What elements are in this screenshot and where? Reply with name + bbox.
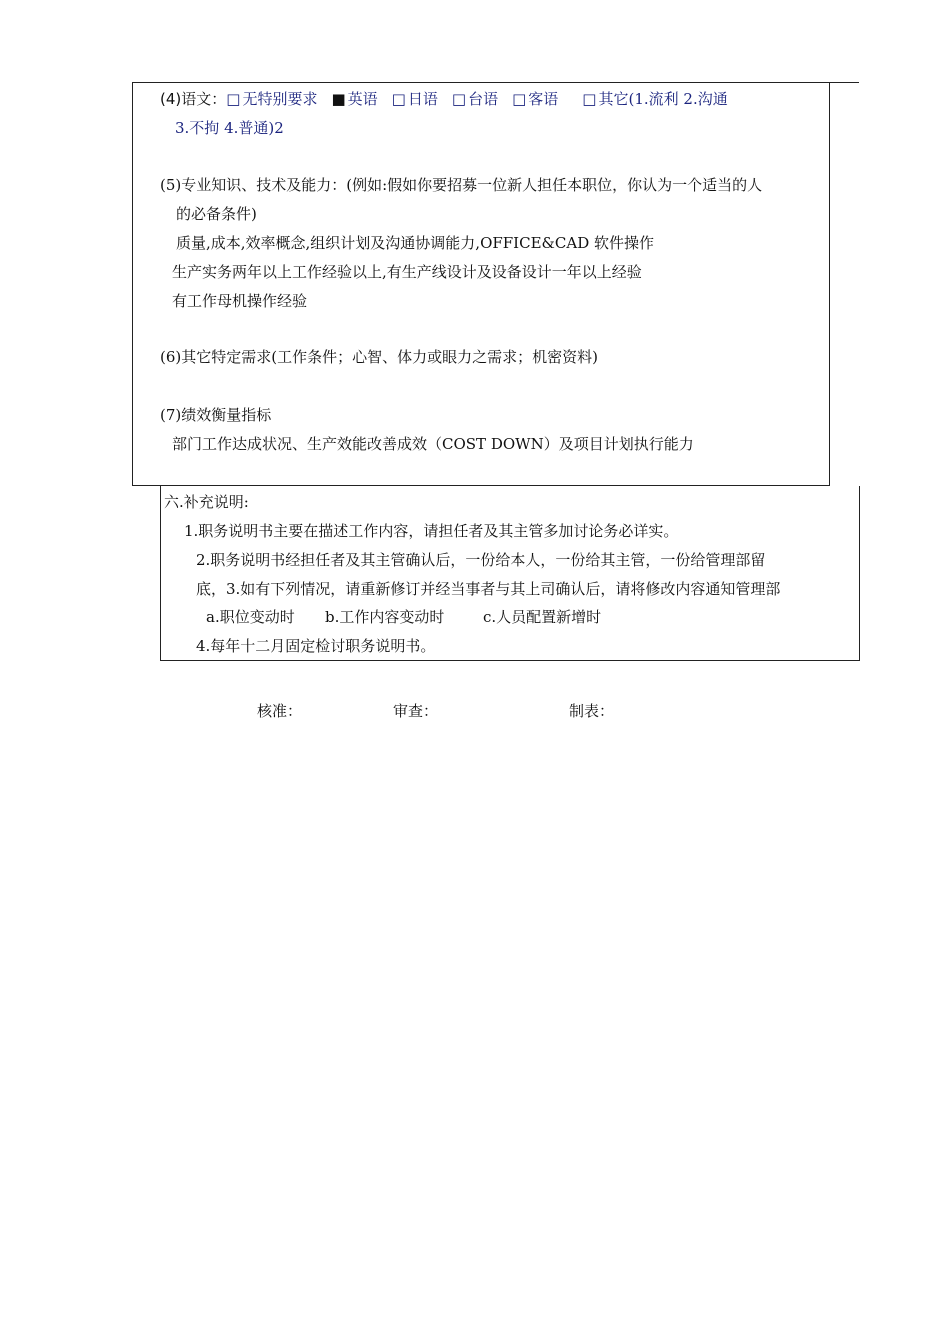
language-row-continuation: 3.不拘 4.普通)2 <box>175 119 284 137</box>
option-english[interactable]: ■ 英语 <box>331 90 378 108</box>
supplement-item: 1.职务说明书主要在描述工作内容，请担任者及其主管多加讨论务必详实。 <box>184 522 679 540</box>
option-other[interactable]: □ 其它(1.流利 2.沟通 <box>582 90 728 108</box>
section7-line: 部门工作达成状况、生产效能改善成效（COST DOWN）及项目计划执行能力 <box>172 435 694 453</box>
checkbox-unchecked-icon[interactable]: □ <box>582 90 597 108</box>
option-taiwanese[interactable]: □ 台语 <box>451 90 499 108</box>
prepare-signature-label: 制表： <box>569 702 615 720</box>
requirements-box <box>132 82 830 486</box>
section4-prefix: (4) <box>160 90 182 108</box>
section5-title-continuation: 的必备条件) <box>176 205 257 223</box>
section5-title: (5)专业知识、技术及能力：(例如:假如你要招募一位新人担任本职位，你认为一个适当的人 <box>160 176 763 194</box>
section6-title: (6)其它特定需求(工作条件；心智、体力或眼力之需求；机密资料) <box>160 348 598 366</box>
language-row <box>160 89 742 109</box>
supplement-subitem-a: a.职位变动时 <box>206 608 295 626</box>
review-signature-label: 审查： <box>393 702 439 720</box>
option-japanese[interactable]: □ 日语 <box>391 90 438 108</box>
section4-label: 语文： <box>181 90 227 108</box>
checkbox-unchecked-icon[interactable]: □ <box>512 90 527 108</box>
section7-title: (7)绩效衡量指标 <box>160 406 272 424</box>
section5-line: 质量,成本,效率概念,组织计划及沟通协调能力,OFFICE&CAD 软件操作 <box>176 234 654 252</box>
supplement-title: 六.补充说明: <box>164 493 249 511</box>
supplement-item: 底，3.如有下列情况，请重新修订并经当事者与其上司确认后，请将修改内容通知管理部 <box>196 580 781 598</box>
supplement-subitem-b: b.工作内容变动时 <box>325 608 445 626</box>
checkbox-unchecked-icon[interactable]: □ <box>226 90 241 108</box>
checkbox-unchecked-icon[interactable]: □ <box>391 90 406 108</box>
section5-line: 有工作母机操作经验 <box>172 292 308 310</box>
supplement-item: 2.职务说明书经担任者及其主管确认后，一份给本人，一份给其主管，一份给管理部留 <box>196 551 766 569</box>
option-hakka[interactable]: □ 客语 <box>512 90 559 108</box>
supplement-item: 4.每年十二月固定检讨职务说明书。 <box>196 637 436 655</box>
table-top-border-extension <box>830 82 859 83</box>
checkbox-unchecked-icon[interactable]: □ <box>451 90 467 108</box>
supplement-box <box>160 486 860 661</box>
section5-line: 生产实务两年以上工作经验以上,有生产线设计及设备设计一年以上经验 <box>172 263 642 281</box>
approve-signature-label: 核准： <box>257 702 303 720</box>
supplement-subitem-c: c.人员配置新增时 <box>483 608 602 626</box>
option-no-requirement[interactable]: □ 无特别要求 <box>226 90 318 108</box>
checkbox-checked-icon[interactable]: ■ <box>331 90 346 108</box>
